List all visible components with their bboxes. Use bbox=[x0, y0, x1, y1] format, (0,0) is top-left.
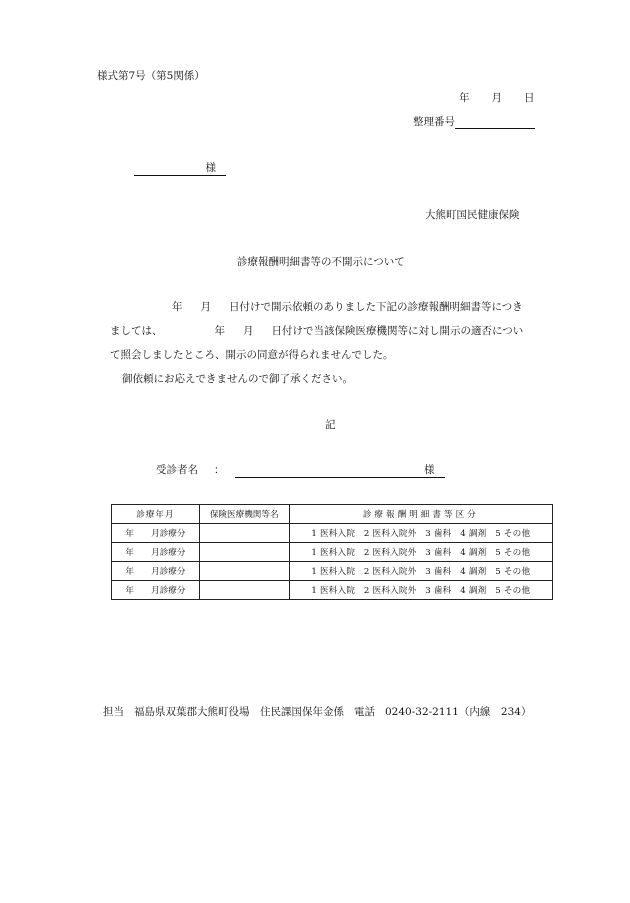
patient-colon: ： bbox=[214, 464, 225, 476]
header-institution: 保険医療機関等名 bbox=[199, 505, 289, 524]
reference-number bbox=[413, 114, 535, 129]
body-line-2-month: 月 bbox=[243, 325, 254, 337]
date-day: 日 bbox=[524, 92, 535, 104]
contact-label: 担当 bbox=[103, 706, 124, 718]
contact-footer bbox=[103, 704, 531, 719]
addressee-suffix: 様 bbox=[205, 162, 216, 174]
row-category: 1 医科入院 2 医科入院外 3 歯科 4 調剤 5 その他 bbox=[289, 581, 552, 600]
patient-line bbox=[156, 462, 445, 478]
table-header-row bbox=[112, 505, 553, 524]
table-row bbox=[112, 543, 553, 562]
body-line-1-text: 日付けで開示依頼のありました下記の診療報酬明細書等につき bbox=[229, 301, 523, 313]
contact-phone: 0240-32-2111（内線 234） bbox=[385, 706, 532, 718]
row-category: 1 医科入院 2 医科入院外 3 歯科 4 調剤 5 その他 bbox=[289, 524, 552, 543]
disclosure-table bbox=[111, 504, 553, 600]
addressee-name-blank bbox=[134, 160, 226, 176]
table-row bbox=[112, 562, 553, 581]
date-line bbox=[459, 90, 535, 105]
contact-phone-label: 電話 bbox=[354, 706, 375, 718]
subject-title: 診療報酬明細書等の不開示について bbox=[237, 256, 405, 268]
reference-number-label: 整理番号 bbox=[413, 116, 455, 128]
body-line-1 bbox=[172, 299, 523, 314]
body-line-1-year: 年 bbox=[172, 301, 183, 313]
row-institution bbox=[199, 581, 289, 600]
contact-office: 福島県双葉郡大熊町役場 住民課国保年金係 bbox=[134, 706, 344, 718]
row-treatment-month: 年 月診療分 bbox=[112, 562, 200, 581]
row-institution bbox=[199, 562, 289, 581]
body-line-1-month: 月 bbox=[200, 301, 211, 313]
table-row bbox=[112, 581, 553, 600]
row-category: 1 医科入院 2 医科入院外 3 歯科 4 調剤 5 その他 bbox=[289, 543, 552, 562]
form-number: 様式第7号（第5関係） bbox=[97, 70, 205, 82]
patient-label: 受診者名 bbox=[156, 464, 198, 476]
date-month: 月 bbox=[491, 92, 502, 104]
date-year: 年 bbox=[459, 92, 470, 104]
header-treatment-month: 診療年月 bbox=[112, 505, 200, 524]
row-category: 1 医科入院 2 医科入院外 3 歯科 4 調剤 5 その他 bbox=[289, 562, 552, 581]
body-line-2-text: 日付けで当該保険医療機関等に対し開示の適否につい bbox=[271, 325, 524, 337]
body-line-2-start: ましては、 bbox=[110, 325, 163, 337]
body-line-2 bbox=[110, 323, 523, 338]
issuer: 大熊町国民健康保険 bbox=[425, 209, 520, 221]
table-row bbox=[112, 524, 553, 543]
row-institution bbox=[199, 543, 289, 562]
row-treatment-month: 年 月診療分 bbox=[112, 524, 200, 543]
row-treatment-month: 年 月診療分 bbox=[112, 581, 200, 600]
row-institution bbox=[199, 524, 289, 543]
body-line-3: て照会しましたところ、開示の同意が得られませんでした。 bbox=[110, 349, 394, 361]
record-heading: 記 bbox=[325, 419, 336, 431]
body-line-4: 御依頼にお応えできませんので御了承ください。 bbox=[122, 373, 353, 385]
patient-name-blank bbox=[235, 462, 445, 478]
patient-suffix: 様 bbox=[424, 464, 435, 476]
row-treatment-month: 年 月診療分 bbox=[112, 543, 200, 562]
addressee bbox=[134, 160, 226, 176]
header-category: 診療報酬明細書等区分 bbox=[289, 505, 552, 524]
reference-number-blank bbox=[455, 117, 535, 129]
body-line-2-year: 年 bbox=[214, 325, 225, 337]
